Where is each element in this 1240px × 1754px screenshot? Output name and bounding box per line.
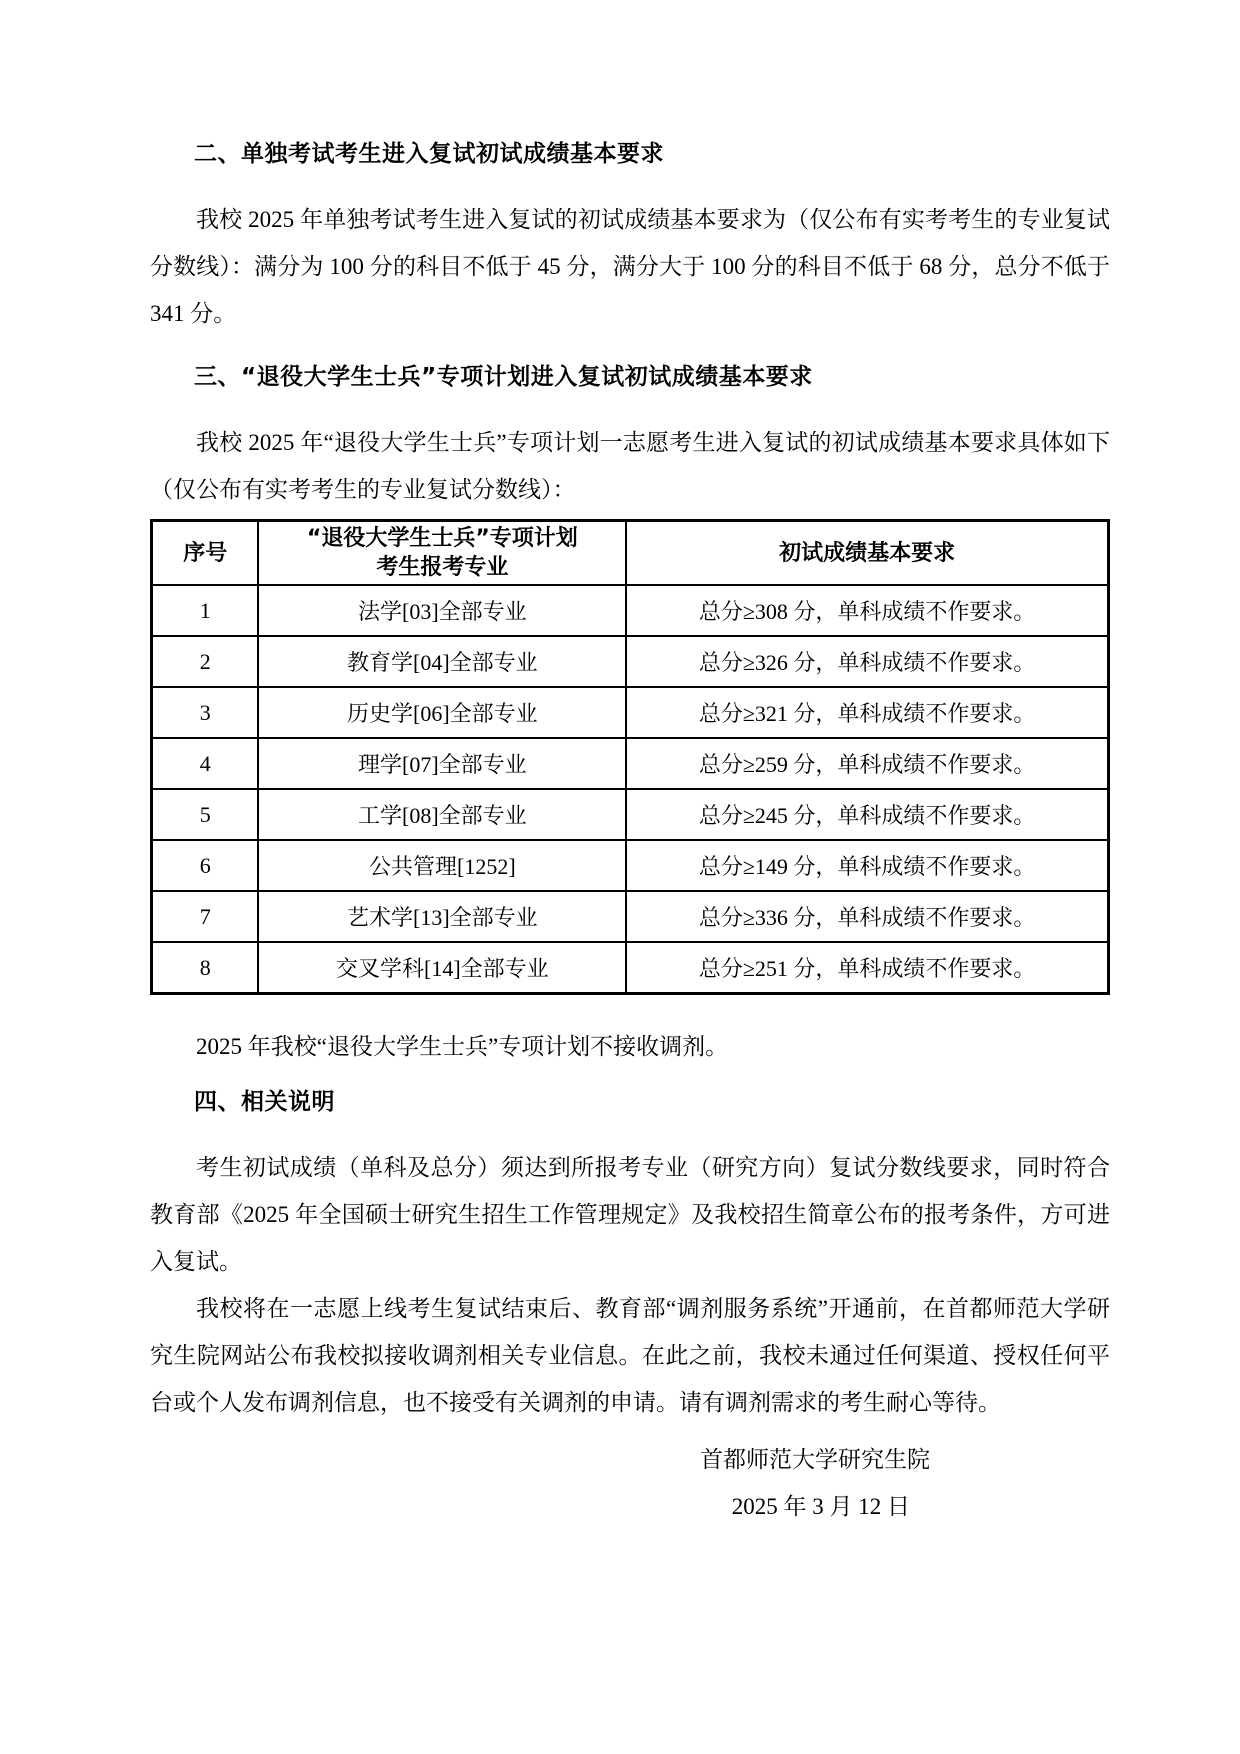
row-no-cell: 2: [152, 636, 259, 687]
row-requirement-cell: 总分≥251 分，单科成绩不作要求。: [626, 942, 1108, 994]
section-three-paragraph: 我校 2025 年“退役大学生士兵”专项计划一志愿考生进入复试的初试成绩基本要求具体如下（仅公布有实考考生的专业复试分数线）：: [150, 430, 1110, 502]
header-major-line1: “退役大学生士兵”专项计划: [306, 526, 578, 551]
header-major-line2: 考生报考专业: [376, 555, 509, 580]
row-requirement-cell: 总分≥336 分，单科成绩不作要求。: [626, 891, 1108, 942]
row-no-cell: 7: [152, 891, 259, 942]
table-row: [152, 942, 1109, 994]
row-major-cell: 理学[07]全部专业: [258, 738, 626, 789]
score-table-header-row: [152, 521, 1109, 586]
table-row: [152, 840, 1109, 891]
section-two-paragraph: 我校 2025 年单独考试考生进入复试的初试成绩基本要求为（仅公布有实考考生的专业复试分数线）：满分为 100 分的科目不低于 45 分，满分大于 100 分的科目不低于 68 分，总分不低于 341 分。: [150, 207, 1111, 326]
section-four-heading: 四、相关说明: [194, 1089, 335, 1115]
row-major-cell: 历史学[06]全部专业: [258, 687, 626, 738]
table-row: [152, 636, 1109, 687]
table-row: [152, 585, 1109, 636]
header-cell-requirement: [626, 521, 1108, 586]
row-no-cell: 5: [152, 789, 259, 840]
row-requirement-cell: 总分≥308 分，单科成绩不作要求。: [626, 585, 1108, 636]
section-two-heading: 二、单独考试考生进入复试初试成绩基本要求: [194, 141, 664, 167]
row-no-cell: 3: [152, 687, 259, 738]
table-row: [152, 891, 1109, 942]
row-requirement-cell: 总分≥259 分，单科成绩不作要求。: [626, 738, 1108, 789]
table-row: [152, 738, 1109, 789]
row-major-cell: 交叉学科[14]全部专业: [258, 942, 626, 994]
row-no-cell: 8: [152, 942, 259, 994]
no-transfer-note: 2025 年我校“退役大学生士兵”专项计划不接收调剂。: [196, 1034, 729, 1059]
row-major-cell: 公共管理[1252]: [258, 840, 626, 891]
row-major-cell: 教育学[04]全部专业: [258, 636, 626, 687]
row-major-cell: 工学[08]全部专业: [258, 789, 626, 840]
header-cell-major: [258, 521, 626, 586]
row-requirement-cell: 总分≥321 分，单科成绩不作要求。: [626, 687, 1108, 738]
score-table: [150, 519, 1110, 995]
row-major-cell: 法学[03]全部专业: [258, 585, 626, 636]
header-cell-no: [152, 521, 259, 586]
table-row: [152, 789, 1109, 840]
row-requirement-cell: 总分≥326 分，单科成绩不作要求。: [626, 636, 1108, 687]
signature: 首都师范大学研究生院: [700, 1447, 930, 1472]
date: 2025 年 3 月 12 日: [731, 1494, 910, 1519]
table-row: [152, 687, 1109, 738]
row-no-cell: 4: [152, 738, 259, 789]
header-requirement-label: 初试成绩基本要求: [779, 540, 956, 566]
row-no-cell: 6: [152, 840, 259, 891]
row-major-cell: 艺术学[13]全部专业: [258, 891, 626, 942]
header-no-label: 序号: [183, 540, 228, 566]
section-four-paragraph-1: 考生初试成绩（单科及总分）须达到所报考专业（研究方向）复试分数线要求，同时符合教育部《2025 年全国硕士研究生招生工作管理规定》及我校招生简章公布的报考条件，方可进入复试。: [150, 1155, 1110, 1274]
row-no-cell: 1: [152, 585, 259, 636]
row-requirement-cell: 总分≥245 分，单科成绩不作要求。: [626, 789, 1108, 840]
section-four-paragraph-2: 我校将在一志愿上线考生复试结束后、教育部“调剂服务系统”开通前，在首都师范大学研究生院网站公布我校拟接收调剂相关专业信息。在此之前，我校未通过任何渠道、授权任何平台或个人发布调剂信息，也不接受有关调剂的申请。请有调剂需求的考生耐心等待。: [150, 1296, 1110, 1415]
row-requirement-cell: 总分≥149 分，单科成绩不作要求。: [626, 840, 1108, 891]
section-three-heading: 三、“退役大学生士兵”专项计划进入复试初试成绩基本要求: [194, 364, 813, 390]
